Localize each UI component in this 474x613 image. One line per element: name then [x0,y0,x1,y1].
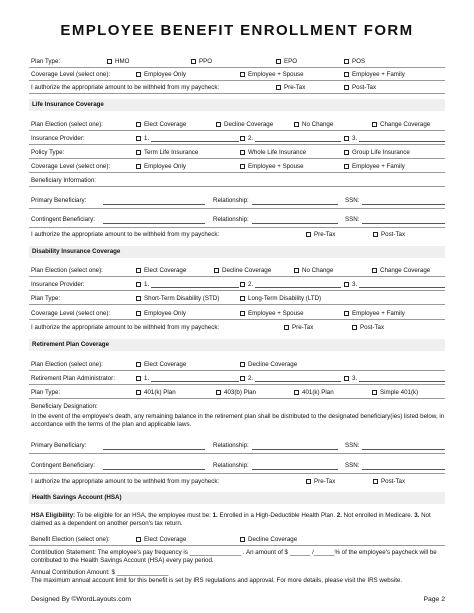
retirement-relationship-field-2[interactable] [252,469,338,470]
divider [29,453,445,454]
hsa-eligibility: HSA Eligibility: To be eligible for an HSA, the employee must be: 1. Enrolled in a High-Deductible Health Plan. 2. Not enrolled in Medicare. 3. Not claimed as a dependent on another person's tax return. [31,512,431,527]
life-ssn-field-2[interactable] [362,223,445,224]
divider [29,304,445,305]
checkbox[interactable] [240,537,245,542]
life-relationship-field-2[interactable] [252,223,338,224]
checkbox[interactable] [136,136,141,141]
retirement-ssn-field-2[interactable] [362,469,445,470]
life-no-change[interactable]: No Change [294,121,333,128]
retirement-header: Retirement Plan Coverage [29,339,445,351]
life-policy-label: Policy Type: [31,149,65,156]
retirement-admin-2-line[interactable] [255,381,341,382]
checkbox[interactable] [344,164,349,169]
divider [29,398,445,399]
disability-coverage-label: Coverage Level (select one): [31,310,111,317]
checkbox[interactable] [344,311,349,316]
life-ssn-label: SSN: [345,197,360,204]
retirement-authorize-label: I authorize the appropriate amount to be withheld from my paycheck: [31,478,220,485]
divider [29,186,445,187]
checkbox[interactable] [344,136,349,141]
retirement-decline[interactable]: Decline Coverage [240,361,297,368]
hsa-contribution-statement: Contribution Statement: The employee's pay frequency is _______________ . An amount of $ ______ /______% of the employee's paycheck will be contributed to the Health Savings Account (HSA) every pay period. [31,549,437,564]
hsa-election-label: Benefit Election (select one): [31,536,110,543]
divider [29,172,445,173]
disability-change[interactable]: Change Coverage [372,267,430,274]
coverage-employee-family[interactable]: Employee + Family [344,71,405,78]
plan-type-label: Plan Type: [31,58,61,65]
checkbox[interactable] [284,325,289,330]
disability-provider-2-line[interactable] [255,287,341,288]
retirement-admin-1[interactable]: 1. [136,375,149,382]
checkbox[interactable] [136,311,141,316]
retirement-relationship-field[interactable] [252,449,338,450]
checkbox[interactable] [344,59,349,64]
disability-authorize-label: I authorize the appropriate amount to be withheld from my paycheck: [31,324,220,331]
checkbox[interactable] [136,72,141,77]
disability-post-tax[interactable]: Post-Tax [352,324,384,331]
life-post-tax[interactable]: Post-Tax [373,231,405,238]
disability-no-change[interactable]: No Change [294,267,333,274]
pre-tax-option[interactable]: Pre-Tax [276,84,305,91]
divider [29,130,445,131]
checkbox[interactable] [294,268,299,273]
life-beneficiary-info: Beneficiary Information: [31,177,96,184]
divider [29,370,445,371]
retirement-admin-3-line[interactable] [359,381,445,382]
disability-provider-3-line[interactable] [359,287,445,288]
checkbox[interactable] [373,479,378,484]
plan-type-epo[interactable]: EPO [276,58,297,65]
checkbox[interactable] [344,376,349,381]
checkbox[interactable] [276,59,281,64]
checkbox[interactable] [240,376,245,381]
checkbox[interactable] [136,282,141,287]
disability-type-label: Plan Type: [31,295,61,302]
retirement-relationship-label: Relationship: [213,442,249,449]
retirement-admin-label: Retirement Plan Administrator: [31,375,115,382]
retirement-designation-text: In the event of the employee's death, any remaining balance in the retirement plan shall be distributed to the designated beneficiary(ies) listed below, in accordance with the terms of the plan and applicable laws. [31,413,445,428]
disability-std[interactable]: Short-Term Disability (STD) [136,295,219,302]
retirement-ssn-field[interactable] [362,449,445,450]
retirement-ssn-label-2: SSN: [345,462,360,469]
life-authorize-label: I authorize the appropriate amount to be withheld from my paycheck: [31,231,220,238]
coverage-level-label: Coverage Level (select one): [31,71,111,78]
checkbox[interactable] [136,537,141,542]
checkbox[interactable] [216,122,221,127]
checkbox[interactable] [136,362,141,367]
coverage-employee-only[interactable]: Employee Only [136,71,186,78]
disability-header: Disability Insurance Coverage [29,246,445,258]
retirement-post-tax[interactable]: Post-Tax [373,478,405,485]
life-provider-3-line[interactable] [359,141,445,142]
retirement-election-label: Plan Election (select one): [31,361,103,368]
life-contingent-label: Contingent Beneficiary: [31,216,95,223]
life-coverage-label: Coverage Level (select one): [31,163,111,170]
checkbox[interactable] [240,362,245,367]
divider [29,80,445,81]
life-group[interactable]: Group Life Insurance [344,149,410,156]
disability-provider-label: Insurance Provider: [31,281,85,288]
checkbox[interactable] [107,59,112,64]
checkbox[interactable] [372,390,377,395]
checkbox[interactable] [352,325,357,330]
disability-employee-family[interactable]: Employee + Family [344,310,405,317]
life-provider-3[interactable]: 3. [344,135,357,142]
checkbox[interactable] [276,85,281,90]
retirement-primary-label: Primary Beneficiary: [31,442,87,449]
plan-type-ppo[interactable]: PPO [191,58,212,65]
form-title: EMPLOYEE BENEFIT ENROLLMENT FORM [60,22,414,39]
disability-provider-3[interactable]: 3. [344,281,357,288]
divider [29,276,445,277]
page-number: Page 2 [423,596,445,603]
checkbox[interactable] [240,72,245,77]
divider [29,158,445,159]
disability-election-label: Plan Election (select one): [31,267,103,274]
post-tax-option[interactable]: Post-Tax [344,84,376,91]
coverage-employee-spouse[interactable]: Employee + Spouse [240,71,304,78]
retirement-pre-tax[interactable]: Pre-Tax [306,478,335,485]
disability-elect[interactable]: Elect Coverage [136,267,186,274]
plan-type-pos[interactable]: POS [344,58,365,65]
retirement-primary-field[interactable] [103,449,205,450]
life-employee-family[interactable]: Employee + Family [344,163,405,170]
disability-employee-spouse[interactable]: Employee + Spouse [240,310,304,317]
retirement-contingent-label: Contingent Beneficiary: [31,462,95,469]
divider [29,384,445,385]
hsa-decline[interactable]: Decline Coverage [240,536,297,543]
divider [29,93,445,94]
disability-provider-1-line[interactable] [151,287,239,288]
checkbox[interactable] [344,150,349,155]
checkbox[interactable] [306,479,311,484]
retirement-ssn-label: SSN: [345,442,360,449]
footer-credit: Designed By ©WordLayouts.com [31,596,132,603]
life-pre-tax[interactable]: Pre-Tax [306,231,335,238]
checkbox[interactable] [240,282,245,287]
checkbox[interactable] [344,85,349,90]
checkbox[interactable] [214,268,219,273]
retirement-401k[interactable]: 401(k) Plan [136,389,176,396]
retirement-contingent-field[interactable] [103,469,205,470]
disability-ltd[interactable]: Long-Term Disability (LTD) [240,295,321,302]
life-ssn-field[interactable] [362,204,445,205]
life-ssn-label-2: SSN: [345,216,360,223]
checkbox[interactable] [136,376,141,381]
life-insurance-header: Life Insurance Coverage [29,99,445,111]
checkbox[interactable] [294,122,299,127]
divider [29,545,445,546]
hsa-limit-note: The maximum annual account limit for this benefit is set by IRS regulations and approval. For more details, please visit the IRS website. [31,577,403,584]
life-contingent-field[interactable] [103,223,205,224]
life-relationship-label: Relationship: [213,197,249,204]
checkbox[interactable] [240,296,245,301]
hsa-header: Health Savings Account (HSA) [29,492,445,504]
checkbox[interactable] [294,390,299,395]
life-elect-coverage[interactable]: Elect Coverage [136,121,186,128]
checkbox[interactable] [373,232,378,237]
checkbox[interactable] [191,59,196,64]
disability-decline[interactable]: Decline Coverage [214,267,271,274]
life-provider-1[interactable]: 1. [136,135,149,142]
retirement-relationship-label-2: Relationship: [213,462,249,469]
checkbox[interactable] [240,311,245,316]
divider [29,290,445,291]
disability-employee-only[interactable]: Employee Only [136,310,186,317]
life-relationship-label-2: Relationship: [213,216,249,223]
life-provider-2-line[interactable] [255,141,341,142]
authorize-label: I authorize the appropriate amount to be withheld from my paycheck: [31,84,220,91]
retirement-admin-3[interactable]: 3. [344,375,357,382]
disability-provider-2[interactable]: 2. [240,281,253,288]
retirement-403b[interactable]: 403(b) Plan [216,389,256,396]
disability-provider-1[interactable]: 1. [136,281,149,288]
life-decline-coverage[interactable]: Decline Coverage [216,121,273,128]
life-provider-label: Insurance Provider: [31,135,85,142]
life-primary-field[interactable] [103,204,205,205]
life-change-coverage[interactable]: Change Coverage [372,121,430,128]
life-term[interactable]: Term Life Insurance [136,149,198,156]
life-primary-label: Primary Beneficiary: [31,197,87,204]
divider [29,67,445,68]
life-election-label: Plan Election (select one): [31,121,103,128]
life-whole[interactable]: Whole Life Insurance [240,149,306,156]
checkbox[interactable] [136,390,141,395]
divider [29,473,445,474]
life-provider-2[interactable]: 2. [240,135,253,142]
life-provider-1-line[interactable] [151,141,239,142]
checkbox[interactable] [372,268,377,273]
checkbox[interactable] [136,164,141,169]
checkbox[interactable] [136,296,141,301]
retirement-401k-2[interactable]: 401(k) Plan [294,389,334,396]
checkbox[interactable] [216,390,221,395]
checkbox[interactable] [240,136,245,141]
checkbox[interactable] [240,164,245,169]
life-relationship-field[interactable] [252,204,338,205]
disability-pre-tax[interactable]: Pre-Tax [284,324,313,331]
retirement-type-label: Plan Type: [31,389,61,396]
checkbox[interactable] [136,150,141,155]
hsa-elect[interactable]: Elect Coverage [136,536,186,543]
retirement-admin-1-line[interactable] [151,381,239,382]
retirement-designation-label: Beneficiary Designation: [31,403,98,410]
retirement-simple-401k[interactable]: Simple 401(k) [372,389,418,396]
retirement-elect[interactable]: Elect Coverage [136,361,186,368]
divider [29,208,445,209]
divider [29,144,445,145]
life-employee-only[interactable]: Employee Only [136,163,186,170]
checkbox[interactable] [372,122,377,127]
plan-type-hmo[interactable]: HMO [107,58,129,65]
hsa-annual-amount: Annual Contribution Amount: $ _______________ [31,569,169,576]
checkbox[interactable] [344,282,349,287]
checkbox[interactable] [344,72,349,77]
checkbox[interactable] [136,122,141,127]
checkbox[interactable] [306,232,311,237]
checkbox[interactable] [240,150,245,155]
life-employee-spouse[interactable]: Employee + Spouse [240,163,304,170]
retirement-admin-2[interactable]: 2. [240,375,253,382]
divider [29,319,445,320]
checkbox[interactable] [136,268,141,273]
divider [29,227,445,228]
